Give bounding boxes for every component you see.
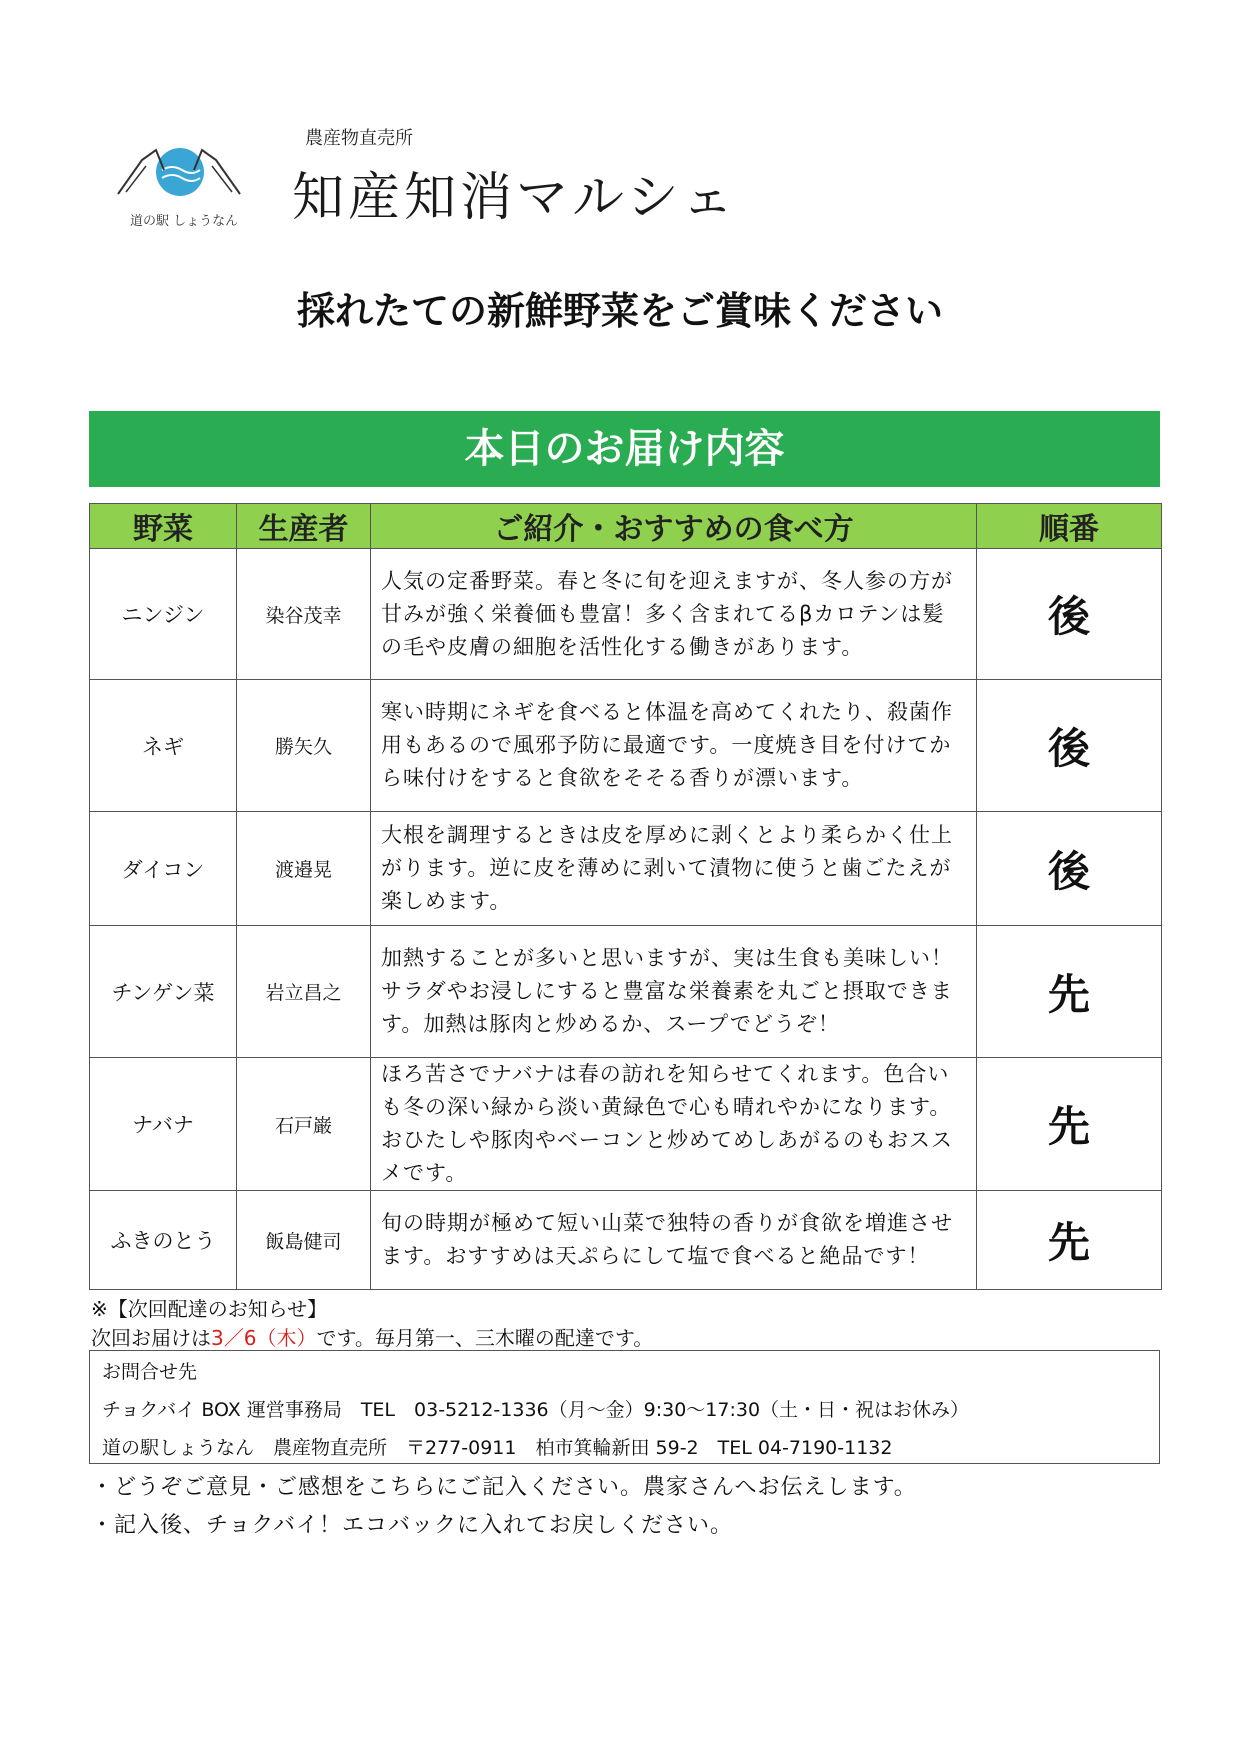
produce-table <box>89 503 1162 1290</box>
delivery-order: 後 <box>977 812 1162 926</box>
producer-name: 岩立昌之 <box>237 926 371 1058</box>
vegetable-description: 大根を調理するときは皮を厚めに剥くとより柔らかく仕上がります。逆に皮を薄めに剥いて漬物に使うと歯ごたえが楽しめます。 <box>371 812 977 926</box>
delivery-order: 後 <box>977 549 1162 680</box>
vegetable-name: チンゲン菜 <box>90 926 237 1058</box>
page-headline: 採れたての新鮮野菜をご賞味ください <box>296 289 943 333</box>
delivery-banner: 本日のお届け内容 <box>89 411 1160 487</box>
delivery-order: 先 <box>977 926 1162 1058</box>
vegetable-name: ダイコン <box>90 812 237 926</box>
return-note: ・記入後、チョクバイ！エコバックに入れてお戻しください。 <box>91 1513 734 1538</box>
header-description: ご紹介・おすすめの食べ方 <box>371 504 977 549</box>
contact-box <box>89 1350 1160 1464</box>
table-row <box>90 680 1162 812</box>
header-producer: 生産者 <box>237 504 371 549</box>
notice-suffix: です。毎月第一、三木曜の配達です。 <box>316 1326 654 1350</box>
brand-title: 知産知消マルシェ <box>292 168 738 228</box>
vegetable-description: 寒い時期にネギを食べると体温を高めてくれたり、殺菌作用もあるので風邪予防に最適です。一度焼き目を付けてから味付けをすると食欲をそそる香りが漂います。 <box>371 680 977 812</box>
vegetable-name: ナバナ <box>90 1058 237 1191</box>
table-row <box>90 1191 1162 1290</box>
next-delivery-date: 3／6（木） <box>211 1326 317 1350</box>
table-row <box>90 549 1162 680</box>
notice-prefix: 次回お届けは <box>91 1326 211 1350</box>
feedback-note: ・どうぞご意見・ご感想をこちらにご記入ください。農家さんへお伝えします。 <box>91 1475 917 1500</box>
vegetable-name: ふきのとう <box>90 1191 237 1290</box>
vegetable-name: ネギ <box>90 680 237 812</box>
contact-line-station: 道の駅しょうなん 農産物直売所 〒277-0911 柏市箕輪新田 59-2 TEL 04-7190-1132 <box>102 1437 893 1459</box>
vegetable-description: 人気の定番野菜。春と冬に旬を迎えますが、冬人参の方が甘みが強く栄養価も豊富！多く含まれてるβカロテンは髪の毛や皮膚の細胞を活性化する働きがあります。 <box>371 549 977 680</box>
contact-line-office: チョクバイ BOX 運営事務局 TEL 03-5212-1336（月～金）9:30～17:30（土・日・祝はお休み） <box>102 1399 970 1421</box>
table-row <box>90 1058 1162 1191</box>
delivery-order: 後 <box>977 680 1162 812</box>
header-vegetable: 野菜 <box>90 504 237 549</box>
producer-name: 渡邉晃 <box>237 812 371 926</box>
table-row <box>90 926 1162 1058</box>
notice-body <box>91 1322 653 1351</box>
delivery-order: 先 <box>977 1191 1162 1290</box>
producer-name: 石戸巌 <box>237 1058 371 1191</box>
producer-name: 飯島健司 <box>237 1191 371 1290</box>
vegetable-description: ほろ苦さでナバナは春の訪れを知らせてくれます。色合いも冬の深い緑から淡い黄緑色で心も晴れやかになります。おひたしや豚肉やベーコンと炒めてめしあがるのもおススメです。 <box>371 1058 977 1191</box>
vegetable-name: ニンジン <box>90 549 237 680</box>
vegetable-description: 加熱することが多いと思いますが、実は生食も美味しい！サラダやお浸しにすると豊富な栄養素を丸ごと摂取できます。加熱は豚肉と炒めるか、スープでどうぞ！ <box>371 926 977 1058</box>
notice-title: ※【次回配達のお知らせ】 <box>91 1297 328 1321</box>
table-row <box>90 812 1162 926</box>
table-header-row <box>90 504 1162 549</box>
sub-brand: 農産物直売所 <box>305 128 413 149</box>
header-order: 順番 <box>977 504 1162 549</box>
delivery-order: 先 <box>977 1058 1162 1191</box>
logo-caption: 道の駅 しょうなん <box>130 214 239 229</box>
vegetable-description: 旬の時期が極めて短い山菜で独特の香りが食欲を増進させます。おすすめは天ぷらにして塩で食べると絶品です！ <box>371 1191 977 1290</box>
contact-title: お問合せ先 <box>102 1361 198 1383</box>
producer-name: 染谷茂幸 <box>237 549 371 680</box>
producer-name: 勝矢久 <box>237 680 371 812</box>
